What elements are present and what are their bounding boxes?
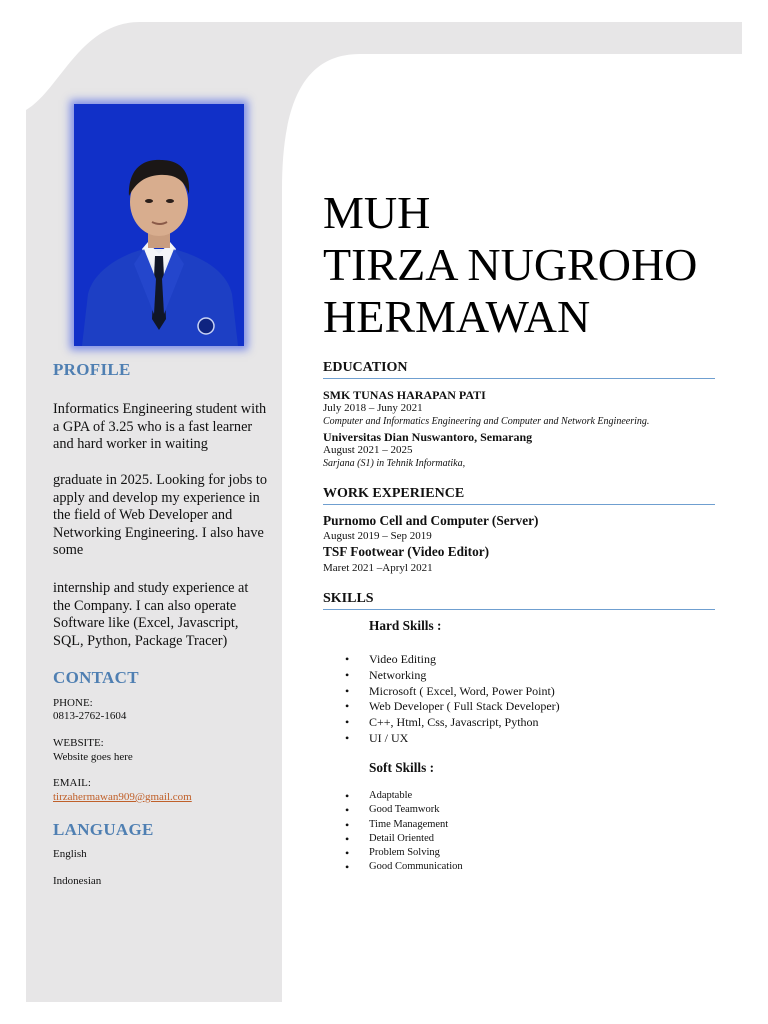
language-item: English	[53, 848, 87, 860]
portrait-photo	[74, 104, 244, 346]
work-title: TSF Footwear (Video Editor)	[323, 544, 490, 559]
name-line-2: TIRZA NUGROHO	[323, 239, 698, 290]
work-dates: August 2019 – Sep 2019	[323, 530, 432, 542]
email-label: EMAIL:	[53, 777, 91, 789]
soft-skills-list	[345, 789, 463, 875]
education-school: SMK TUNAS HARAPAN PATI	[323, 388, 486, 402]
soft-skill-item: • Detail Oriented	[345, 832, 463, 846]
work-dates: Maret 2021 –Apryl 2021	[323, 562, 433, 574]
work-experience-heading: WORK EXPERIENCE	[323, 486, 715, 505]
education-dates: August 2021 – 2025	[323, 444, 413, 456]
profile-paragraph-2: graduate in 2025. Looking for jobs to apply and develop my experience in the field of Web Developer and Networking Engineering. I also have some	[53, 472, 268, 558]
hard-skill-item: • UI / UX	[345, 731, 560, 747]
website-label: WEBSITE:	[53, 737, 104, 749]
soft-skill-item: • Adaptable	[345, 789, 463, 803]
language-item: Indonesian	[53, 875, 102, 887]
phone-label: PHONE:	[53, 697, 93, 709]
hard-skill-item: • Microsoft ( Excel, Word, Power Point)	[345, 684, 560, 700]
skills-heading: SKILLS	[323, 591, 715, 610]
education-school: Universitas Dian Nuswantoro, Semarang	[323, 430, 533, 444]
profile-paragraph-1: Informatics Engineering student with a GPA of 3.25 who is a fast learner and hard worker in waiting	[53, 401, 267, 452]
hard-skill-item: • Video Editing	[345, 652, 560, 668]
education-detail: Computer and Informatics Engineering and Computer and Network Engineering.	[323, 416, 650, 427]
contact-heading: CONTACT	[53, 668, 139, 687]
education-heading: EDUCATION	[323, 360, 715, 379]
hard-skill-item: • C++, Html, Css, Javascript, Python	[345, 715, 560, 731]
name-line-1: MUH	[323, 187, 431, 238]
education-detail: Sarjana (S1) in Tehnik Informatika,	[323, 458, 466, 469]
soft-skills-label: Soft Skills :	[369, 760, 435, 775]
hard-skill-item: • Networking	[345, 668, 560, 684]
soft-skill-item: • Good Teamwork	[345, 803, 463, 817]
soft-skill-item: • Good Communication	[345, 860, 463, 874]
soft-skill-item: • Problem Solving	[345, 846, 463, 860]
profile-heading: PROFILE	[53, 360, 131, 379]
hard-skill-item: • Web Developer ( Full Stack Developer)	[345, 699, 560, 715]
website-value: Website goes here	[53, 751, 133, 763]
phone-value: 0813-2762-1604	[53, 710, 127, 722]
name-line-3: HERMAWAN	[323, 291, 591, 342]
soft-skill-item: • Time Management	[345, 818, 463, 832]
profile-paragraph-3: internship and study experience at the Company. I can also operate Software like (Excel, Javascript, SQL, Python, Package Tracer)	[53, 580, 249, 649]
language-heading: LANGUAGE	[53, 820, 154, 839]
hard-skills-list	[345, 652, 560, 747]
work-title: Purnomo Cell and Computer (Server)	[323, 513, 539, 528]
email-link[interactable]: tirzahermawan909@gmail.com	[53, 791, 192, 803]
education-dates: July 2018 – Juny 2021	[323, 402, 423, 414]
hard-skills-label: Hard Skills :	[369, 618, 442, 633]
